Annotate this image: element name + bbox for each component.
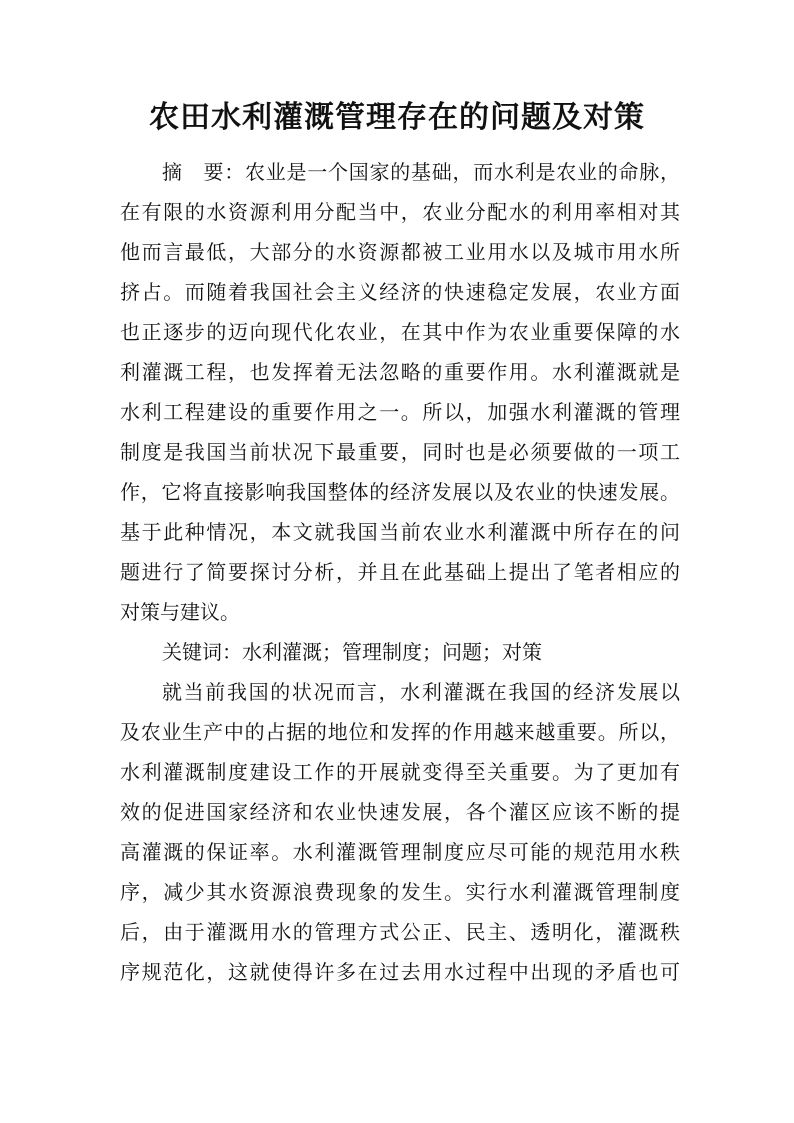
- abstract-line: 制度是我国当前状况下最重要，同时也是必须要做的一项工: [120, 440, 680, 464]
- abstract-line: 挤占。而随着我国社会主义经济的快速稳定发展，农业方面: [120, 280, 680, 304]
- abstract-line: 在有限的水资源利用分配当中，农业分配水的利用率相对其: [120, 200, 680, 224]
- body-line: 序，减少其水资源浪费现象的发生。实行水利灌溉管理制度: [120, 880, 680, 904]
- abstract-line: 基于此种情况，本文就我国当前农业水利灌溉中所存在的问: [120, 520, 680, 544]
- body-line: 后，由于灌溉用水的管理方式公正、民主、透明化，灌溉秩: [120, 920, 680, 944]
- body-line: 高灌溉的保证率。水利灌溉管理制度应尽可能的规范用水秩: [120, 840, 680, 864]
- abstract-line: 题进行了简要探讨分析，并且在此基础上提出了笔者相应的: [120, 560, 680, 584]
- body-line: 水利灌溉制度建设工作的开展就变得至关重要。为了更加有: [120, 760, 680, 784]
- body-line: 就当前我国的状况而言，水利灌溉在我国的经济发展以: [162, 680, 680, 704]
- abstract-line: 他而言最低，大部分的水资源都被工业用水以及城市用水所: [120, 240, 680, 264]
- abstract-line: 水利工程建设的重要作用之一。所以，加强水利灌溉的管理: [120, 400, 680, 424]
- abstract-line: 作，它将直接影响我国整体的经济发展以及农业的快速发展。: [120, 480, 680, 504]
- body-line: 序规范化，这就使得许多在过去用水过程中出现的矛盾也可: [120, 960, 680, 984]
- abstract-line: 利灌溉工程，也发挥着无法忽略的重要作用。水利灌溉就是: [120, 360, 680, 384]
- abstract-line: 也正逐步的迈向现代化农业，在其中作为农业重要保障的水: [120, 320, 680, 344]
- abstract-line: 对策与建议。: [120, 600, 240, 624]
- keywords-line: 关键词：水利灌溉；管理制度；问题；对策: [162, 640, 542, 664]
- body-line: 效的促进国家经济和农业快速发展，各个灌区应该不断的提: [120, 800, 680, 824]
- body-line: 及农业生产中的占据的地位和发挥的作用越来越重要。所以，: [120, 720, 680, 744]
- abstract-line: 摘 要：农业是一个国家的基础，而水利是农业的命脉，: [162, 160, 680, 184]
- document-title: 农田水利灌溉管理存在的问题及对策: [149, 100, 645, 135]
